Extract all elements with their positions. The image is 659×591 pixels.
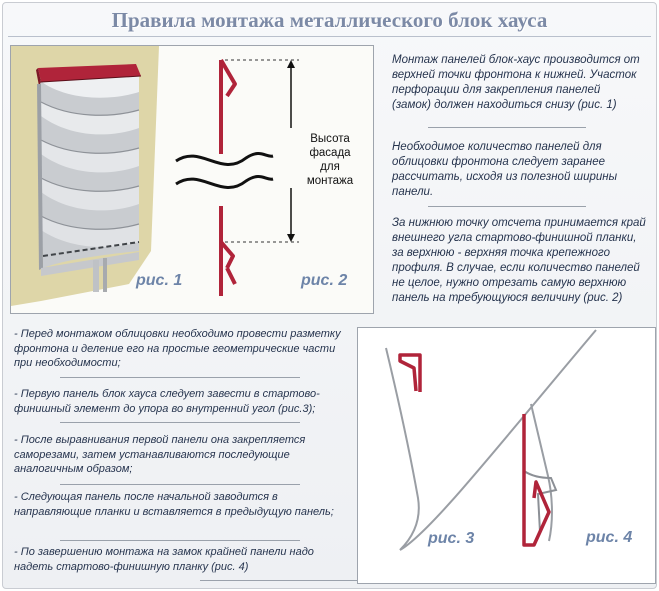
fig4-panel-outline <box>531 404 552 541</box>
fig3-starter-trim <box>400 355 420 392</box>
figure-1-label: рис. 1 <box>136 272 183 289</box>
support-post <box>93 260 99 292</box>
step-2: - Первую панель блок хауса следует завести в стартово-финишный элемент до упора во внутренний угол (рис.3); <box>14 388 320 415</box>
intro-paragraph-3: За нижнюю точку отсчета принимается край внешнего угла стартово-финишной планки, за верхнюю - верхняя точка крепежного профиля. В случае, если количество панелей не целое, нужно отрезать самую верхнюю панель на требующуюся величину (рис. 2) <box>392 217 646 304</box>
break-line-lower <box>176 176 273 187</box>
fastening-profile <box>221 60 235 296</box>
fig4-finish-trim <box>524 414 549 545</box>
paragraph-divider-1 <box>428 127 586 128</box>
break-line-upper <box>176 153 273 164</box>
intro-paragraph-2: Необходимое количество панелей для облицовки фронтона следует заранее рассчитать, исходя из полезной ширины панели. <box>392 141 618 198</box>
title-divider <box>8 36 651 37</box>
figure-3-4-panel <box>357 327 656 584</box>
step-5: - По завершению монтажа на замок крайней панели надо надеть стартово-финишную планку (рис. 4) <box>14 546 314 573</box>
blockhouse-panels <box>39 73 139 268</box>
step-divider-1 <box>60 377 300 378</box>
step-divider-2 <box>60 422 300 423</box>
figure-1-2-panel <box>10 45 374 314</box>
figure-3-label: рис. 3 <box>428 530 475 547</box>
paragraph-divider-2 <box>428 206 586 207</box>
step-4: - Следующая панель после начальной заводится в направляющие планки и вставляется в предыдущую панель; <box>14 491 334 518</box>
intro-paragraph-1: Монтаж панелей блок-хаус производится от верхней точки фронтона к нижней. Участок перфорации для закрепления панелей (замок) должен находиться снизу (рис. 1) <box>392 54 640 111</box>
step-1: - Перед монтажом облицовки необходимо провести разметку фронтона и деление его на простые геометрические части при необходимости; <box>14 328 341 369</box>
step-divider-4 <box>60 540 300 541</box>
height-caption: Высота фасада для монтажа <box>306 133 354 187</box>
step-divider-3 <box>60 484 300 485</box>
step-3: - После выравнивания первой панели она закрепляется саморезами, затем устанавливаются последующие аналогичным образом; <box>14 434 306 475</box>
figure-2-label: рис. 2 <box>301 272 348 289</box>
page-title: Правила монтажа металлического блок хауса <box>111 8 548 32</box>
fig3-panel-outline <box>386 330 596 550</box>
figure-4-label: рис. 4 <box>586 529 633 546</box>
